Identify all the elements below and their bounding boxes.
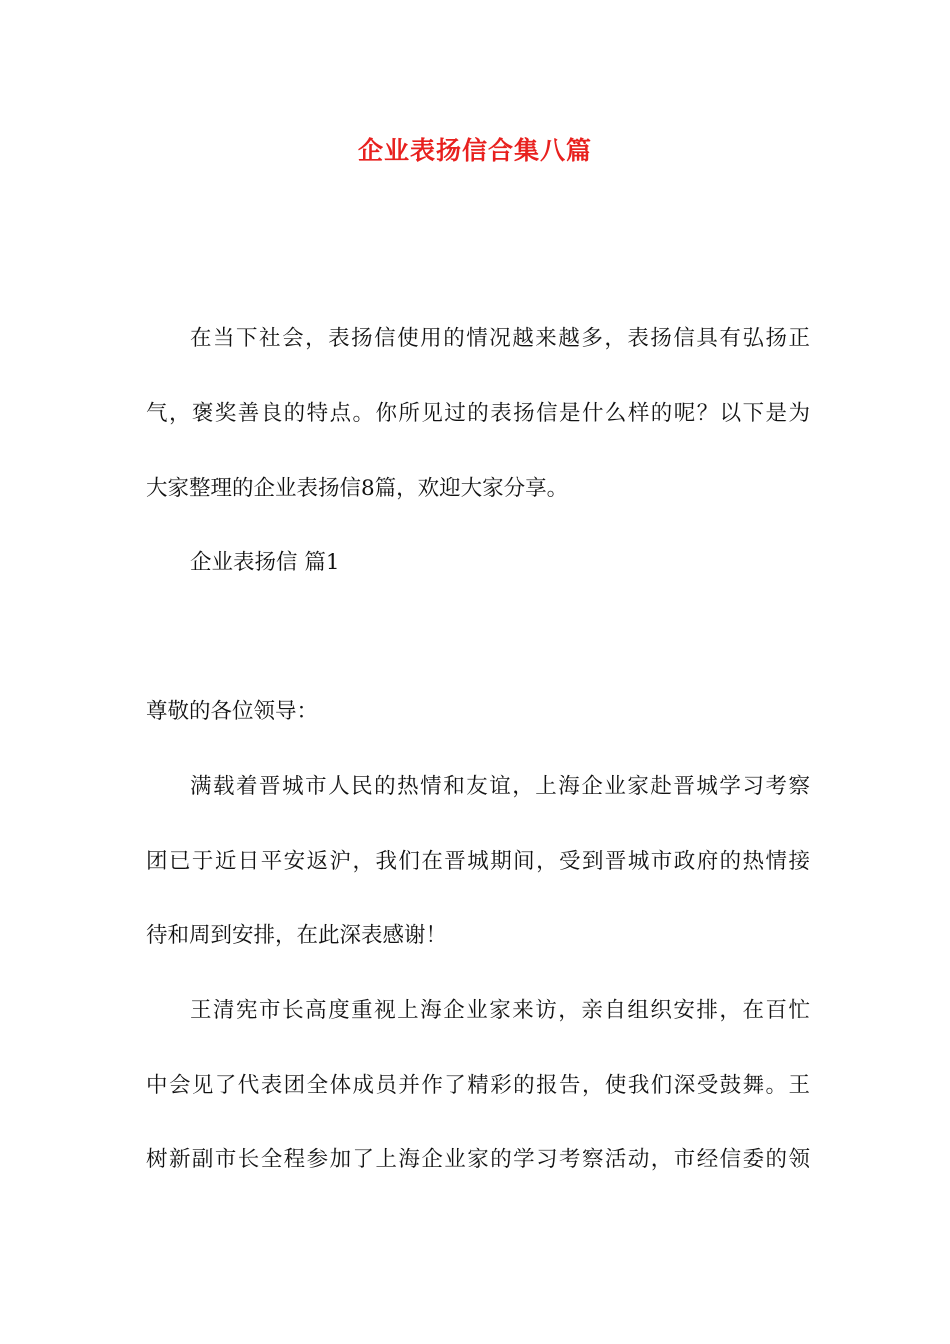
paragraph-2-line-1: 王清宪市长高度重视上海企业家来访，亲自组织安排，在百忙 xyxy=(190,998,810,1023)
paragraph-1-line-1: 满载着晋城市人民的热情和友谊，上海企业家赴晋城学习考察 xyxy=(190,774,810,799)
paragraph-2-line-2: 中会见了代表团全体成员并作了精彩的报告，使我们深受鼓舞。王 xyxy=(146,1073,810,1098)
intro-line-2: 气，褒奖善良的特点。你所见过的表扬信是什么样的呢？以下是为 xyxy=(146,401,810,426)
paragraph-2-line-3: 树新副市长全程参加了上海企业家的学习考察活动，市经信委的领 xyxy=(146,1147,810,1172)
document-title: 企业表扬信合集八篇 xyxy=(357,136,592,165)
paragraph-1-line-2: 团已于近日平安返沪，我们在晋城期间，受到晋城市政府的热情接 xyxy=(146,849,810,874)
paragraph-1-line-3: 待和周到安排，在此深表感谢！ xyxy=(146,923,448,948)
section-heading: 企业表扬信 篇1 xyxy=(190,550,340,575)
salutation: 尊敬的各位领导： xyxy=(146,699,319,724)
intro-line-3: 大家整理的企业表扬信8篇，欢迎大家分享。 xyxy=(146,476,569,501)
intro-line-1: 在当下社会，表扬信使用的情况越来越多，表扬信具有弘扬正 xyxy=(190,326,810,351)
